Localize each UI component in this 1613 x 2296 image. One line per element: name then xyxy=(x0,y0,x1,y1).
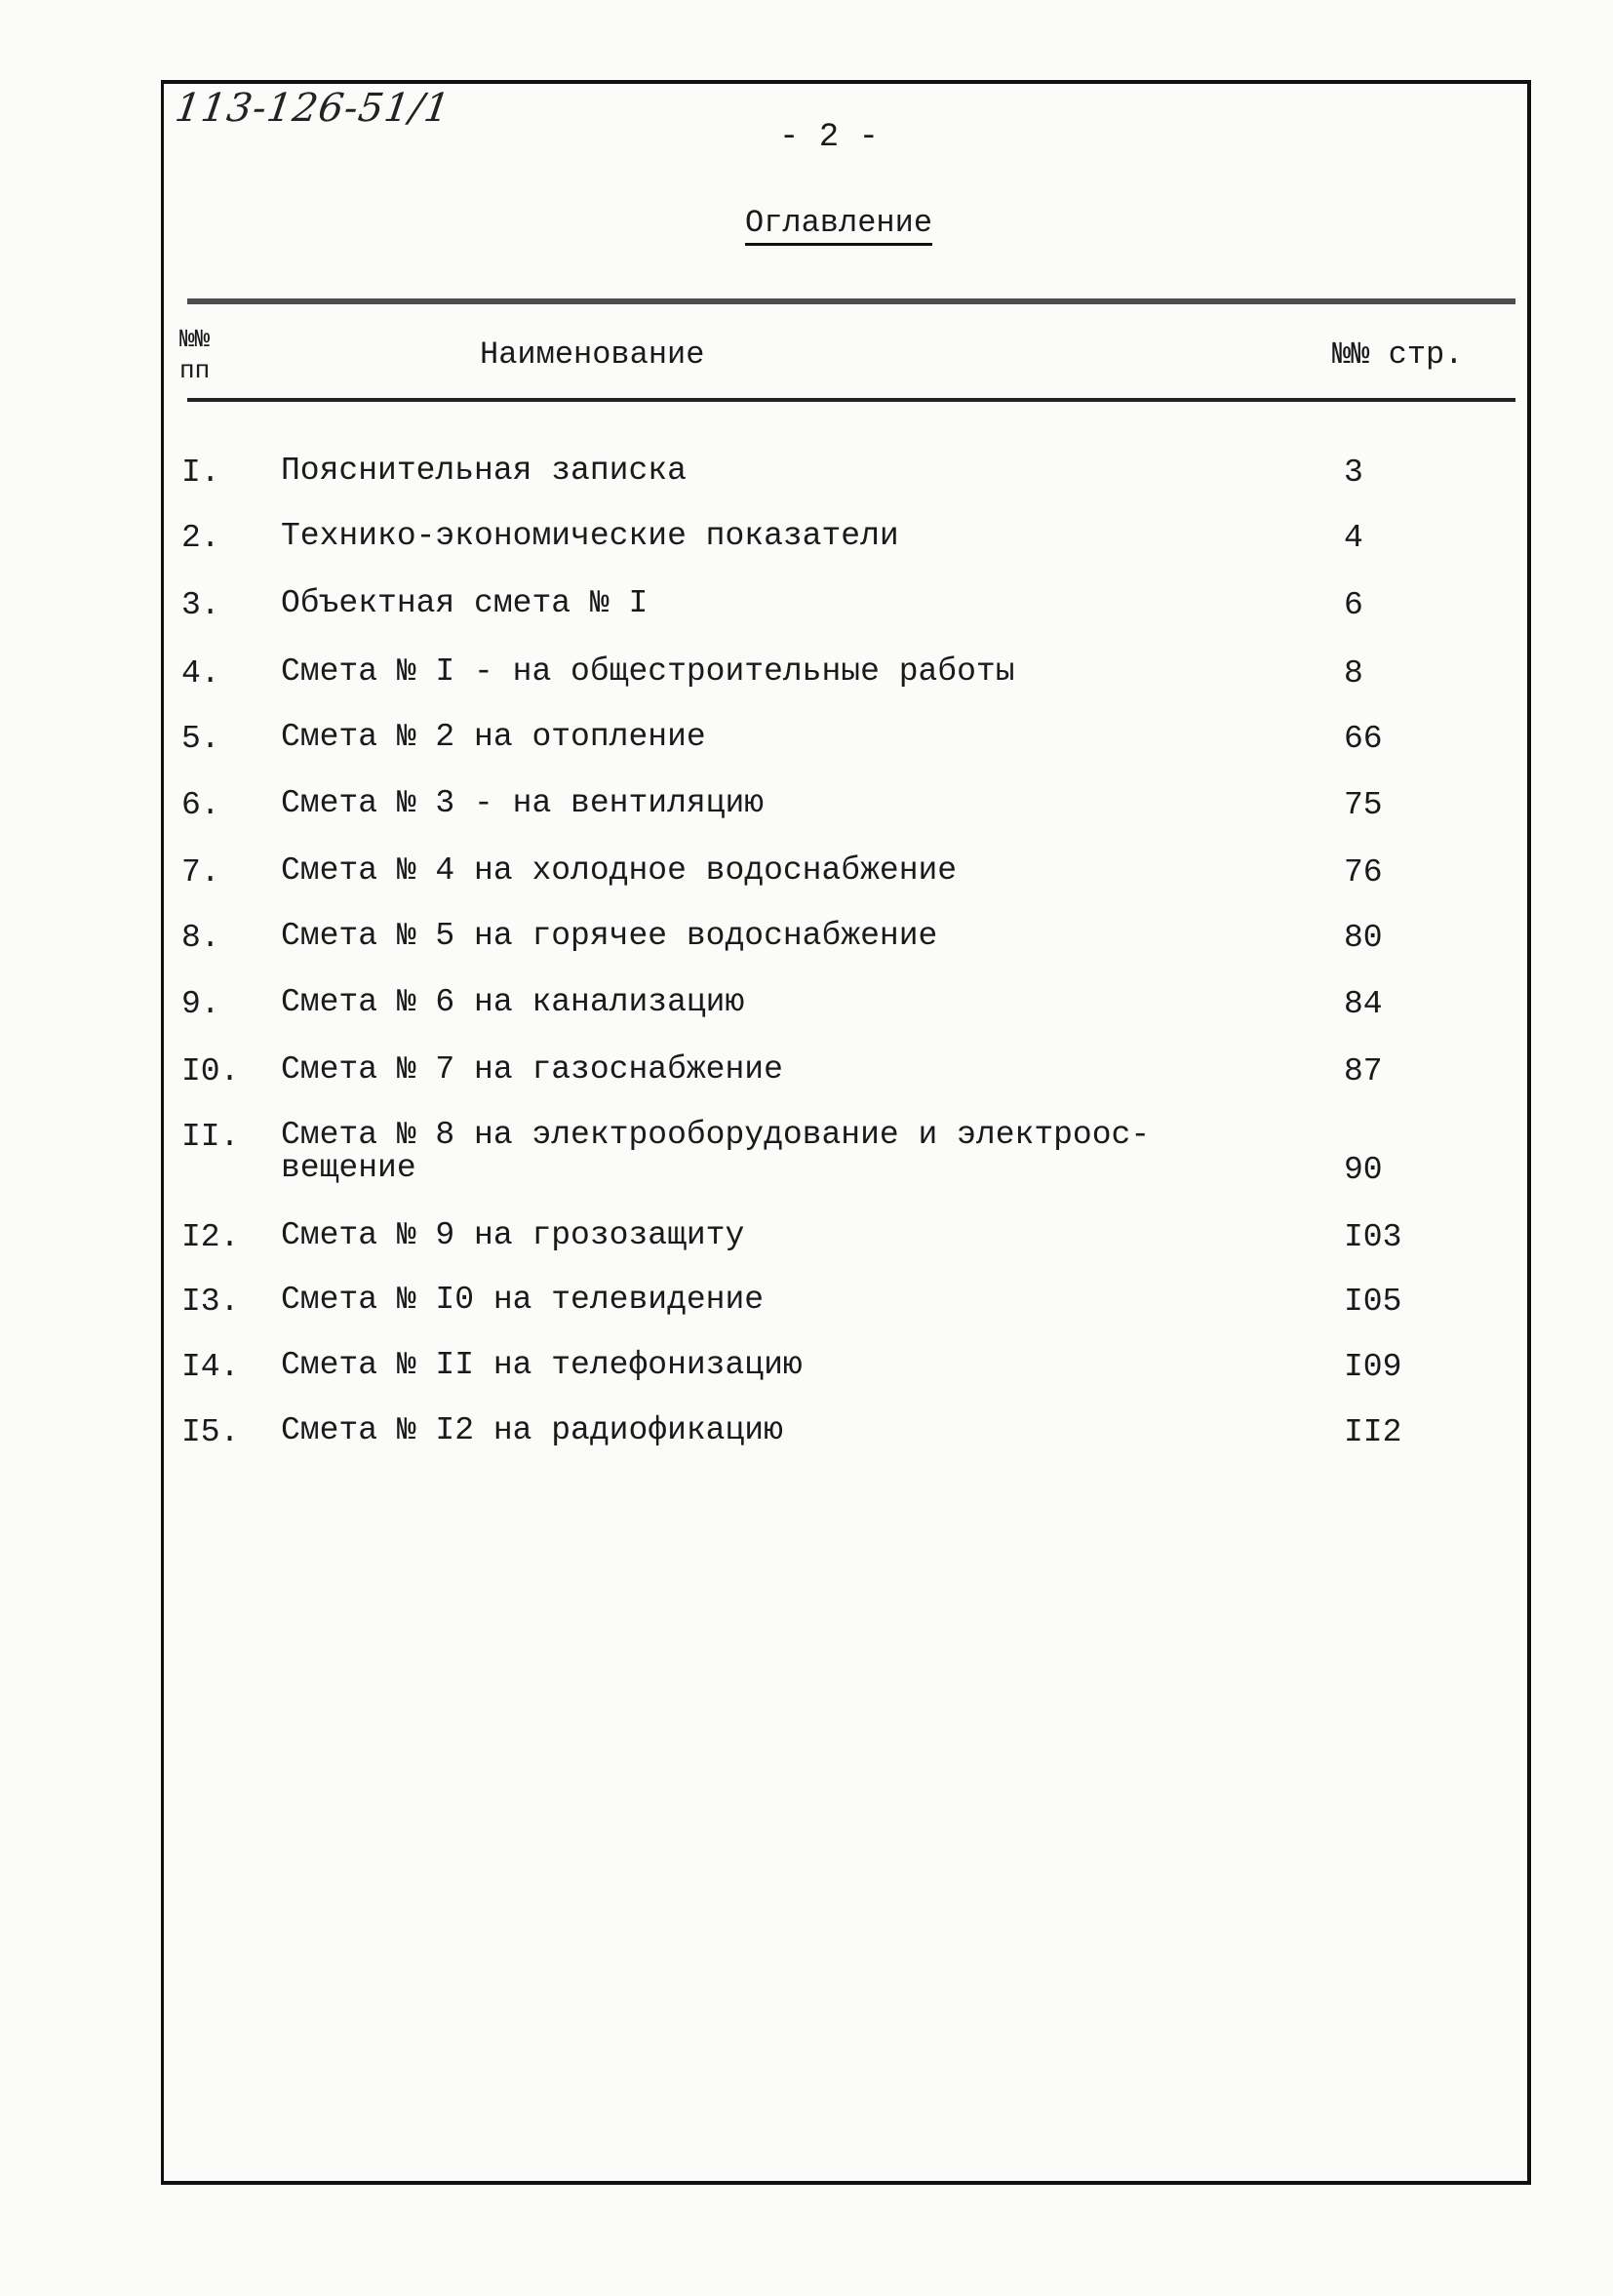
item-name: Смета № 9 на грозозащиту xyxy=(281,1217,745,1253)
item-name: Смета № I - на общестроительные работы xyxy=(281,653,1015,690)
item-number: I. xyxy=(181,455,220,491)
item-name: Смета № 3 - на вентиляцию xyxy=(281,785,765,821)
item-number: 6. xyxy=(181,787,220,823)
item-name: Смета № 4 на холодное водоснабжение xyxy=(281,852,958,889)
item-page: 75 xyxy=(1344,787,1383,823)
item-page: 90 xyxy=(1344,1152,1383,1188)
item-number: I0. xyxy=(181,1053,240,1089)
header-page: №№ стр. xyxy=(1332,336,1464,373)
item-number: 8. xyxy=(181,920,220,956)
item-number: I5. xyxy=(181,1414,240,1450)
page-number: - 2 - xyxy=(778,119,880,156)
header-number: №№ пп xyxy=(179,325,211,385)
title-text: Оглавление xyxy=(745,205,932,246)
item-number: 4. xyxy=(181,655,220,692)
item-name: Объектная смета № I xyxy=(281,585,649,621)
item-page: II2 xyxy=(1344,1414,1402,1450)
item-page: 8 xyxy=(1344,655,1363,692)
item-page: I03 xyxy=(1344,1219,1402,1255)
item-number: 9. xyxy=(181,986,220,1022)
item-page: I05 xyxy=(1344,1284,1402,1320)
item-name: Смета № I2 на радиофикацию xyxy=(281,1412,783,1448)
item-name: Смета № II на телефонизацию xyxy=(281,1347,803,1383)
item-number: I2. xyxy=(181,1219,240,1255)
document-code: 113-126-51/1 xyxy=(172,86,453,131)
header-bottom-rule xyxy=(187,398,1515,402)
page-title xyxy=(0,205,1613,241)
item-name: Смета № 8 на электрооборудование и электроос-вещение xyxy=(281,1117,1151,1186)
item-name: Смета № 5 на горячее водоснабжение xyxy=(281,918,938,954)
item-page: 87 xyxy=(1344,1053,1383,1089)
item-number: I4. xyxy=(181,1349,240,1385)
item-number: 5. xyxy=(181,721,220,757)
item-number: 3. xyxy=(181,587,220,623)
item-page: 84 xyxy=(1344,986,1383,1022)
item-page: I09 xyxy=(1344,1349,1402,1385)
item-name: Смета № 7 на газоснабжение xyxy=(281,1051,783,1088)
item-page: 76 xyxy=(1344,854,1383,891)
item-name: Пояснительная записка xyxy=(281,453,687,489)
item-name: Технико-экономические показатели xyxy=(281,518,899,554)
item-number: 7. xyxy=(181,854,220,891)
item-page: 6 xyxy=(1344,587,1363,623)
item-number: II. xyxy=(181,1119,240,1155)
item-page: 3 xyxy=(1344,455,1363,491)
header-top-rule xyxy=(187,298,1515,304)
item-number: 2. xyxy=(181,520,220,556)
item-name: Смета № I0 на телевидение xyxy=(281,1282,765,1318)
item-name: Смета № 6 на канализацию xyxy=(281,984,745,1020)
item-page: 80 xyxy=(1344,920,1383,956)
header-name: Наименование xyxy=(480,336,705,373)
item-page: 66 xyxy=(1344,721,1383,757)
item-name: Смета № 2 на отопление xyxy=(281,719,706,755)
item-page: 4 xyxy=(1344,520,1363,556)
item-number: I3. xyxy=(181,1284,240,1320)
